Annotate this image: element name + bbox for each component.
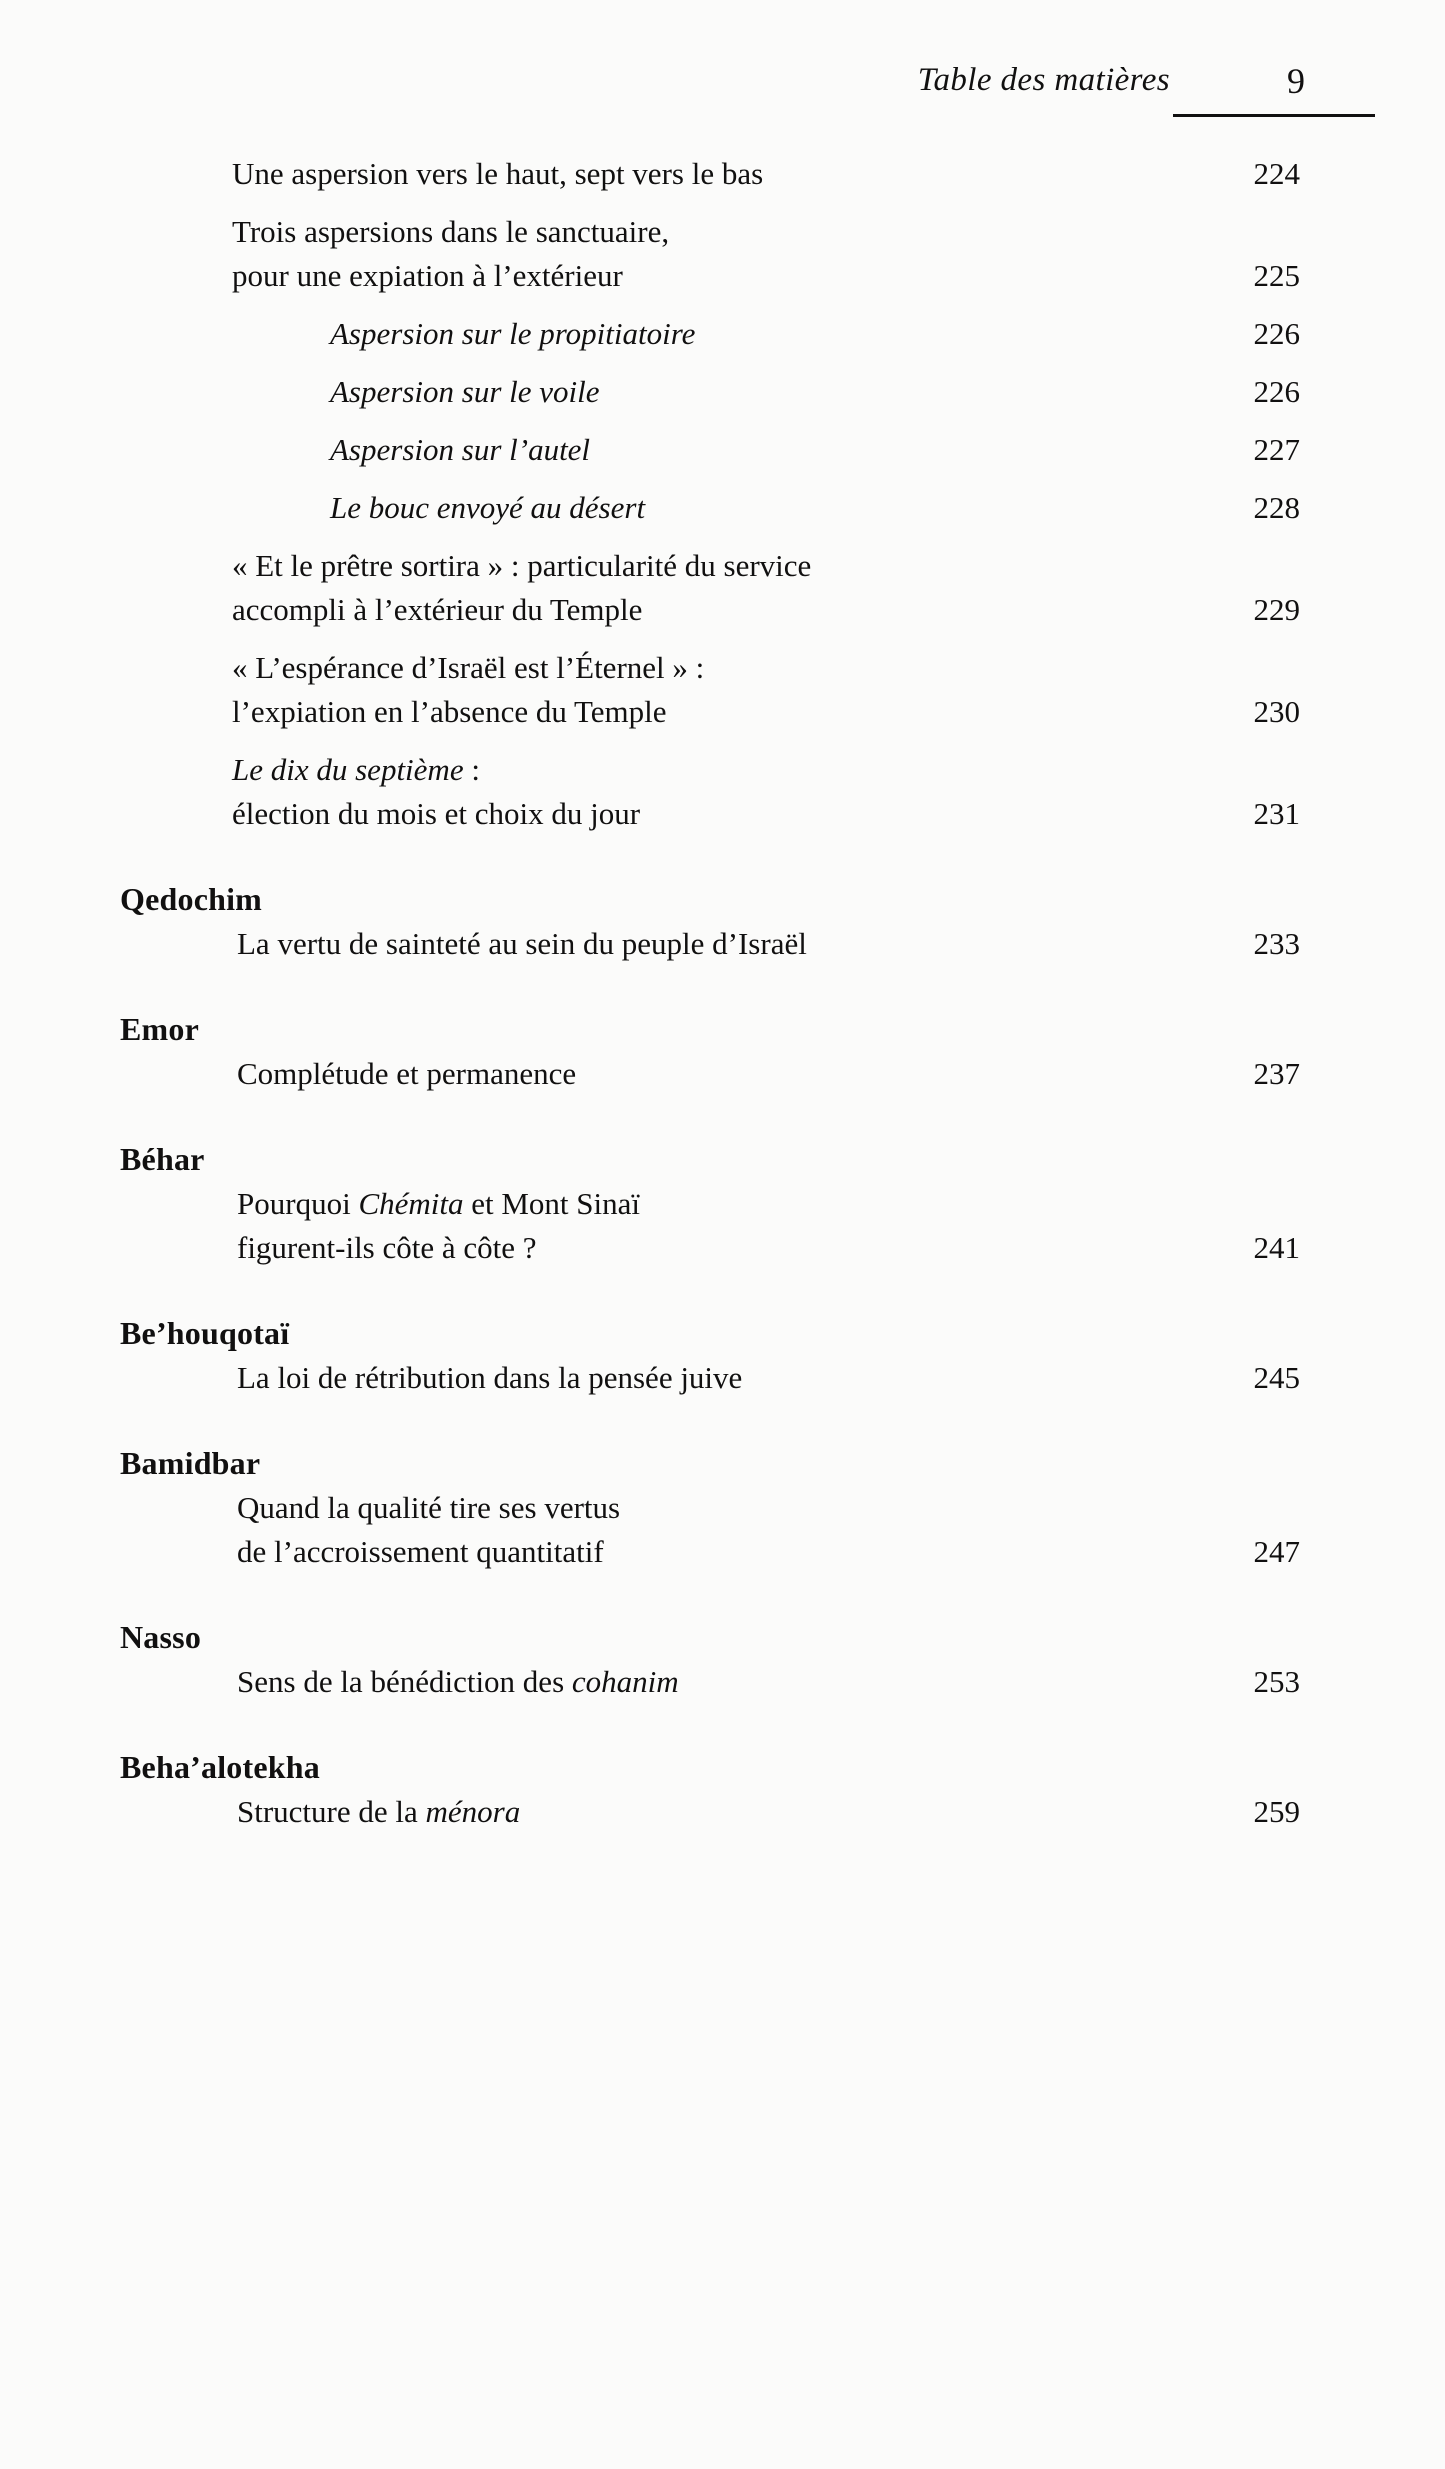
spacer	[0, 530, 1445, 544]
spacer	[0, 734, 1445, 748]
toc-section-heading-text: Qedochim	[120, 881, 263, 917]
toc-section-heading[interactable]	[0, 1006, 1445, 1052]
toc-section-heading[interactable]	[0, 1744, 1445, 1790]
toc-entry-line[interactable]	[0, 1226, 1445, 1270]
italic-term: cohanim	[571, 1664, 679, 1699]
header-rule	[1173, 114, 1375, 117]
toc-entry-line[interactable]	[0, 922, 1445, 966]
toc-entry-text: « Et le prêtre sortira » : particularité du service	[232, 548, 812, 583]
spacer	[0, 1096, 1445, 1136]
entry-page-number: 241	[1253, 1230, 1300, 1265]
italic-term: Aspersion sur l’autel	[330, 432, 591, 467]
toc-entry-text: de l’accroissement quantitatif	[237, 1534, 604, 1569]
toc-entry[interactable]	[0, 1660, 1445, 1704]
italic-term: Le dix du septième	[232, 752, 464, 787]
toc-entry-text: Sens de la bénédiction des cohanim	[237, 1664, 679, 1699]
toc-entry[interactable]	[0, 646, 1445, 734]
toc-entry-line[interactable]	[0, 1486, 1445, 1530]
toc-entry[interactable]	[0, 486, 1445, 530]
entry-page-number: 229	[1253, 592, 1300, 627]
italic-term: Aspersion sur le propitiatoire	[330, 316, 696, 351]
toc-entry-text	[330, 428, 590, 472]
toc-entry-text: figurent-ils côte à côte ?	[237, 1230, 537, 1265]
spacer	[0, 472, 1445, 486]
toc-entry[interactable]	[0, 922, 1445, 966]
spacer	[0, 966, 1445, 1006]
toc-entry-text: pour une expiation à l’extérieur	[232, 258, 623, 293]
toc-entry[interactable]	[0, 544, 1445, 632]
toc-entry-line[interactable]	[0, 1356, 1445, 1400]
toc-entry[interactable]	[0, 1486, 1445, 1574]
toc-entry-line[interactable]	[0, 690, 1445, 734]
toc-entry-line[interactable]	[0, 1790, 1445, 1834]
spacer	[0, 298, 1445, 312]
toc-entry-line[interactable]	[0, 486, 1445, 530]
spacer	[0, 1270, 1445, 1310]
entry-page-number: 259	[1253, 1794, 1300, 1829]
toc-entry-text	[330, 486, 645, 530]
entry-page-number: 225	[1253, 258, 1300, 293]
page-folio: 9	[1287, 61, 1305, 101]
toc-entry-text: Une aspersion vers le haut, sept vers le bas	[232, 156, 764, 191]
toc-entry-text: accompli à l’extérieur du Temple	[232, 592, 643, 627]
toc-entry[interactable]	[0, 152, 1445, 196]
toc-entry[interactable]	[0, 210, 1445, 298]
toc-entry-text: « L’espérance d’Israël est l’Éternel » :	[232, 650, 705, 685]
spacer	[0, 196, 1445, 210]
toc-entry-line[interactable]	[0, 254, 1445, 298]
spacer	[0, 632, 1445, 646]
toc-entry-line[interactable]	[0, 646, 1445, 690]
toc-entry-line[interactable]	[0, 1182, 1445, 1226]
toc-entry-line[interactable]	[0, 370, 1445, 414]
toc-entry[interactable]	[0, 312, 1445, 356]
italic-term: ménora	[425, 1794, 521, 1829]
entry-page-number: 245	[1253, 1360, 1300, 1395]
spacer	[0, 1704, 1445, 1744]
toc-section-heading-text: Beha’alotekha	[120, 1749, 320, 1785]
entry-page-number: 237	[1253, 1056, 1300, 1091]
toc-entry-text	[330, 370, 600, 414]
entry-page-number: 230	[1253, 694, 1300, 729]
toc-entry-text: Pourquoi Chémita et Mont Sinaï	[237, 1186, 641, 1221]
entry-page-number: 224	[1253, 156, 1300, 191]
running-head	[120, 62, 1375, 132]
entry-page-number: 226	[1253, 316, 1300, 351]
toc-entry-text: Quand la qualité tire ses vertus	[237, 1490, 621, 1525]
italic-term: Chémita	[358, 1186, 464, 1221]
toc-section-heading-text: Nasso	[120, 1619, 202, 1655]
toc-entry[interactable]	[0, 748, 1445, 836]
toc-entry-text: l’expiation en l’absence du Temple	[232, 694, 667, 729]
toc-entry-text	[330, 312, 695, 356]
entry-page-number: 233	[1253, 926, 1300, 961]
toc-entry-line[interactable]	[0, 1660, 1445, 1704]
spacer	[0, 836, 1445, 876]
toc-entry-text: Structure de la ménora	[237, 1794, 521, 1829]
toc-section-heading[interactable]	[0, 1614, 1445, 1660]
toc-entry-text: Le dix du septième :	[232, 752, 480, 787]
toc-entry-text: La vertu de sainteté au sein du peuple d’Israël	[237, 926, 807, 961]
toc-entry[interactable]	[0, 1356, 1445, 1400]
toc-section-heading[interactable]	[0, 1440, 1445, 1486]
toc-entry-line[interactable]	[0, 544, 1445, 588]
spacer	[0, 1574, 1445, 1614]
spacer	[0, 356, 1445, 370]
entry-page-number: 253	[1253, 1664, 1300, 1699]
toc-entry[interactable]	[0, 370, 1445, 414]
italic-term: Le bouc envoyé au désert	[330, 490, 646, 525]
toc-entry-line[interactable]	[0, 428, 1445, 472]
entry-page-number: 247	[1253, 1534, 1300, 1569]
toc-section-heading-text: Emor	[120, 1011, 200, 1047]
toc-entry-text: Trois aspersions dans le sanctuaire,	[232, 214, 670, 249]
toc-entry[interactable]	[0, 428, 1445, 472]
toc-section-heading[interactable]	[0, 1310, 1445, 1356]
spacer	[0, 414, 1445, 428]
running-head-title: Table des matières	[917, 62, 1170, 98]
table-of-contents	[0, 152, 1445, 1834]
toc-entry-text: Complétude et permanence	[237, 1056, 577, 1091]
toc-entry-line[interactable]	[0, 312, 1445, 356]
toc-section-heading[interactable]	[0, 876, 1445, 922]
toc-entry-line[interactable]	[0, 1530, 1445, 1574]
toc-entry-line[interactable]	[0, 152, 1445, 196]
entry-page-number: 228	[1253, 490, 1300, 525]
entry-page-number: 226	[1253, 374, 1300, 409]
toc-entry[interactable]	[0, 1182, 1445, 1270]
toc-entry-text: La loi de rétribution dans la pensée juive	[237, 1360, 743, 1395]
toc-section-heading-text: Be’houqotaï	[120, 1315, 290, 1351]
spacer	[0, 1400, 1445, 1440]
toc-section-heading-text: Béhar	[120, 1141, 205, 1177]
toc-entry-line[interactable]	[0, 588, 1445, 632]
toc-entry-line[interactable]	[0, 748, 1445, 792]
toc-entry-line[interactable]	[0, 210, 1445, 254]
toc-entry-line[interactable]	[0, 1052, 1445, 1096]
toc-entry-line[interactable]	[0, 792, 1445, 836]
entry-page-number: 231	[1253, 796, 1300, 831]
toc-entry[interactable]	[0, 1790, 1445, 1834]
italic-term: Aspersion sur le voile	[330, 374, 600, 409]
toc-entry-text: élection du mois et choix du jour	[232, 796, 641, 831]
entry-page-number: 227	[1253, 432, 1300, 467]
toc-section-heading-text: Bamidbar	[120, 1445, 261, 1481]
toc-entry[interactable]	[0, 1052, 1445, 1096]
toc-section-heading[interactable]	[0, 1136, 1445, 1182]
